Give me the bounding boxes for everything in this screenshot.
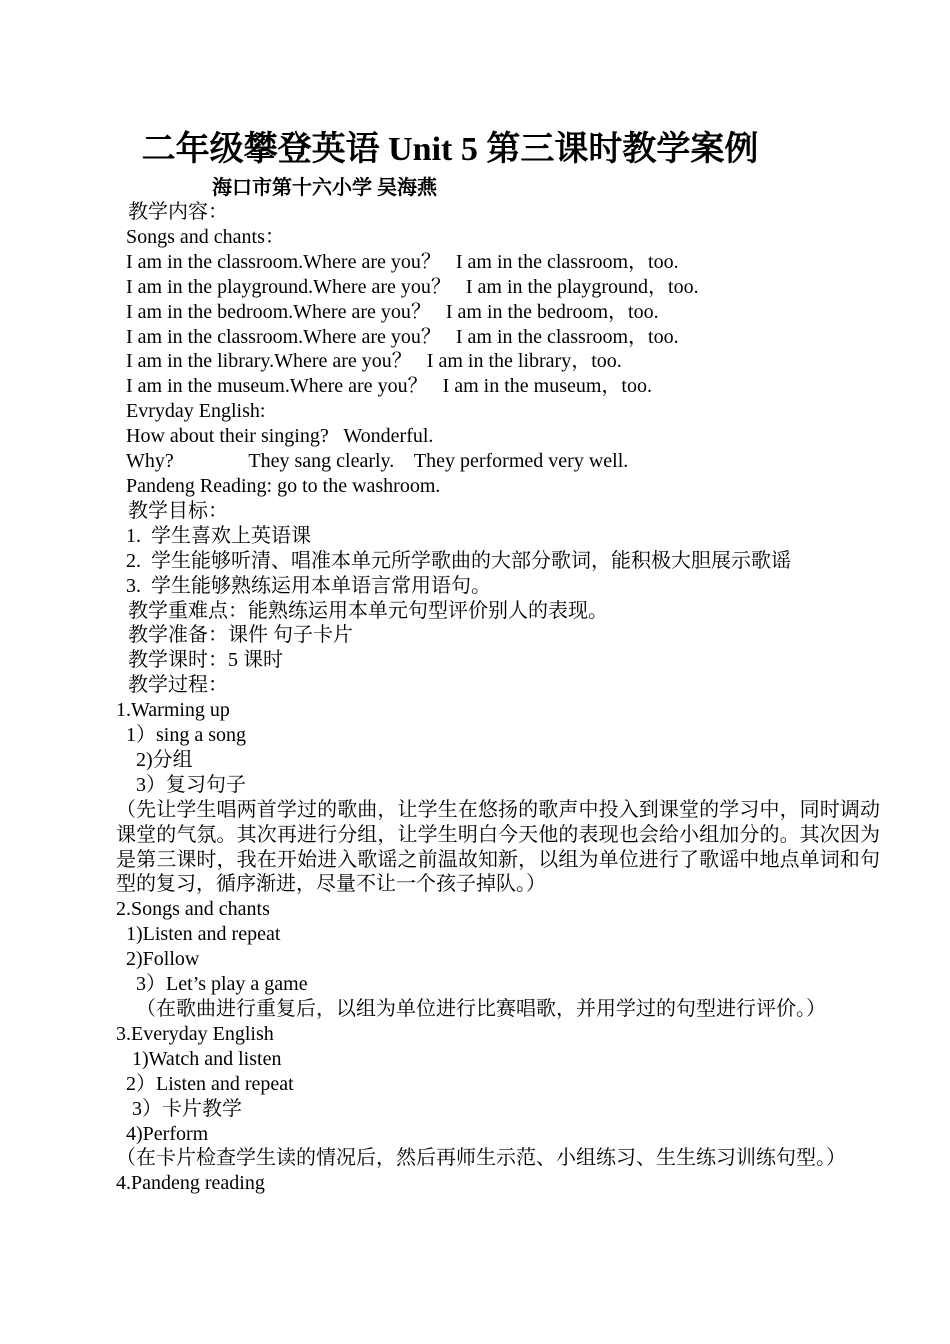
body-line: Songs and chants： [126,225,285,248]
body-line: 1)Watch and listen [132,1047,282,1070]
author-line: 海口市第十六小学 吴海燕 [212,177,437,199]
body-line: I am in the bedroom.Where are you？ I am in the bedroom，too. [126,300,659,323]
body-line: 4)Perform [126,1122,209,1145]
body-line: 教学重难点：能熟练运用本单元句型评价别人的表现。 [128,599,608,622]
body-line: 1）sing a song [126,724,246,747]
body-line: Evryday English: [126,400,266,423]
body-line: 1)Listen and repeat [126,923,281,946]
body-paragraph: （在卡片检查学生读的情况后，然后再师生示范、小组练习、生生练习训练句型。） [116,1147,846,1170]
body-line: 4.Pandeng reading [116,1172,265,1195]
body-line: 2）Listen and repeat [126,1072,294,1095]
body-line: 教学内容： [128,201,228,223]
document-title: 二年级攀登英语 Unit 5 第三课时教学案例 [141,131,759,168]
body-line: I am in the playground.Where are you？ I am in the playground，too. [126,275,699,298]
body-line: （在歌曲进行重复后，以组为单位进行比赛唱歌，并用学过的句型进行评价。） [136,998,826,1020]
document-body [116,200,880,1196]
body-line: 2)分组 [136,748,193,771]
body-line: Why? They sang clearly. They performed very well. [126,450,629,473]
body-paragraph: （先让学生唱两首学过的歌曲，让学生在悠扬的歌声中投入到课堂的学习中，同时调动课堂的气氛。其次再进行分组，让学生明白今天他的表现也会给小组加分的。其次因为是第三课时，我在开始进入歌谣之前温故知新，以组为单位进行了歌谣中地点单词和句型的复习，循序渐进，尽量不让一个孩子掉队。） [116,798,880,896]
body-line: 2.Songs and chants [116,898,270,921]
body-line: 教学准备：课件 句子卡片 [128,624,353,647]
body-line: I am in the library.Where are you？ I am in the library，too. [126,350,622,373]
body-line: 1.Warming up [116,699,230,722]
body-line: 3）卡片教学 [132,1097,242,1120]
body-line: I am in the classroom.Where are you？ I am in the classroom，too. [126,325,679,348]
body-line: 3.Everyday English [116,1022,274,1045]
body-line: 2)Follow [126,948,200,971]
body-line: How about their singing? Wonderful. [126,425,434,448]
body-line: 1. 学生喜欢上英语课 [126,524,311,547]
body-line: 3）复习句子 [136,773,246,796]
body-line: 教学课时：5 课时 [128,649,283,672]
body-line: I am in the classroom.Where are you？ I am in the classroom，too. [126,250,679,273]
body-line: 2. 学生能够听清、唱准本单元所学歌曲的大部分歌词，能积极大胆展示歌谣 [126,549,791,572]
body-line: 3）Let’s play a game [136,973,308,996]
body-line: 教学目标： [128,499,228,522]
body-line: 教学过程： [128,674,228,697]
body-line: Pandeng Reading: go to the washroom. [126,474,441,497]
body-line: I am in the museum.Where are you？ I am in the museum，too. [126,375,652,398]
body-line: 3. 学生能够熟练运用本单语言常用语句。 [126,574,491,597]
